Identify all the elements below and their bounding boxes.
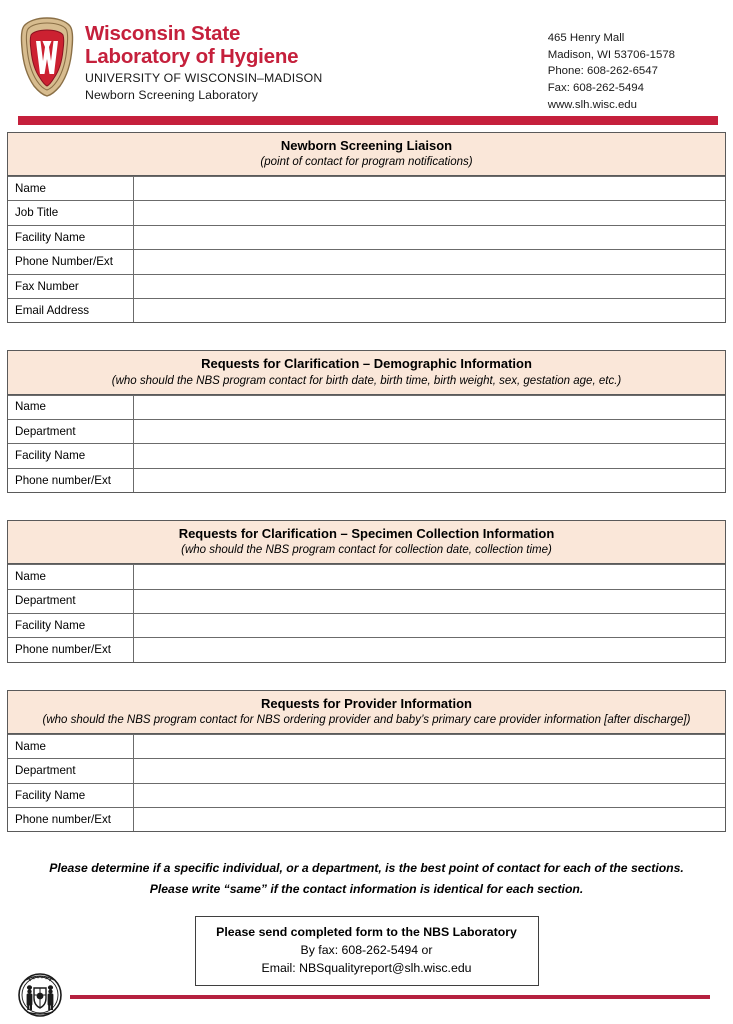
submission-email-line: Email: NBSqualityreport@slh.wisc.edu bbox=[261, 960, 472, 975]
address-phone: Phone: 608-262-6547 bbox=[547, 65, 658, 78]
page-header bbox=[0, 0, 733, 132]
contact-address-block bbox=[548, 14, 723, 113]
brand-block bbox=[10, 14, 322, 104]
address-website: www.slh.wisc.edu bbox=[547, 98, 637, 111]
submission-fax-line: By fax: 608-262-5494 or bbox=[300, 942, 433, 957]
table-row bbox=[8, 443, 725, 467]
row-input-facility-name[interactable] bbox=[134, 614, 725, 637]
row-input-department[interactable] bbox=[134, 759, 725, 782]
page-footer bbox=[0, 962, 733, 1024]
table-row bbox=[8, 225, 725, 249]
row-label: Department bbox=[8, 759, 134, 782]
row-input-facility-name[interactable] bbox=[134, 784, 725, 807]
uw-crest-icon bbox=[18, 16, 76, 98]
table-row bbox=[8, 468, 725, 492]
row-label: Name bbox=[8, 177, 134, 200]
row-label: Department bbox=[8, 590, 134, 613]
university-line: UNIVERSITY OF WISCONSIN–MADISON bbox=[85, 71, 323, 86]
section-title: Requests for Provider Information bbox=[261, 695, 472, 711]
row-label: Email Address bbox=[8, 299, 134, 322]
table-row bbox=[8, 419, 725, 443]
note-line-1: Please determine if a specific individual, or a department, is the best point of contact for each of the sections. bbox=[49, 861, 684, 876]
table-row bbox=[8, 274, 725, 298]
section-subtitle: (who should the NBS program contact for birth date, birth time, birth weight, sex, gestation age, etc.) bbox=[111, 374, 622, 387]
row-input-name[interactable] bbox=[134, 735, 725, 758]
row-input-name[interactable] bbox=[134, 396, 725, 419]
section-subtitle: (who should the NBS program contact for collection date, collection time) bbox=[181, 544, 552, 557]
section-header bbox=[8, 691, 725, 734]
table-row bbox=[8, 758, 725, 782]
row-input-phone[interactable] bbox=[134, 638, 725, 661]
row-label: Phone Number/Ext bbox=[8, 250, 134, 273]
section-subtitle: (point of contact for program notifications) bbox=[260, 156, 473, 169]
row-label: Job Title bbox=[8, 201, 134, 224]
row-input-phone[interactable] bbox=[134, 250, 725, 273]
table-row bbox=[8, 734, 725, 758]
row-input-phone[interactable] bbox=[134, 469, 725, 492]
row-label: Name bbox=[8, 565, 134, 588]
org-name-line2: Laboratory of Hygiene bbox=[85, 45, 299, 69]
row-label: Department bbox=[8, 420, 134, 443]
row-input-job-title[interactable] bbox=[134, 201, 725, 224]
table-row bbox=[8, 589, 725, 613]
section-clarification-demographic bbox=[7, 350, 726, 493]
table-row bbox=[8, 564, 725, 588]
address-city-state-zip: Madison, WI 53706-1578 bbox=[547, 48, 675, 61]
table-row bbox=[8, 298, 725, 322]
section-title: Requests for Clarification – Demographic Information bbox=[201, 356, 532, 372]
table-row bbox=[8, 200, 725, 224]
note-line-2: Please write “same” if the contact information is identical for each section. bbox=[149, 882, 584, 897]
row-input-department[interactable] bbox=[134, 420, 725, 443]
address-fax: Fax: 608-262-5494 bbox=[547, 81, 644, 94]
section-header bbox=[8, 521, 725, 564]
table-row bbox=[8, 783, 725, 807]
address-street: 465 Henry Mall bbox=[547, 32, 625, 44]
row-label: Name bbox=[8, 735, 134, 758]
form-body bbox=[0, 132, 733, 986]
table-row bbox=[8, 176, 725, 200]
row-label: Name bbox=[8, 396, 134, 419]
row-input-facility-name[interactable] bbox=[134, 444, 725, 467]
instruction-notes bbox=[7, 852, 726, 900]
table-row bbox=[8, 807, 725, 831]
table-row bbox=[8, 637, 725, 661]
footer-divider-rule bbox=[70, 995, 710, 999]
row-label: Fax Number bbox=[8, 275, 134, 298]
submission-title: Please send completed form to the NBS Laboratory bbox=[216, 925, 517, 940]
section-provider-information bbox=[7, 690, 726, 833]
row-input-email[interactable] bbox=[134, 299, 725, 322]
row-label: Facility Name bbox=[8, 614, 134, 637]
wisconsin-state-seal-icon bbox=[14, 968, 66, 1020]
section-subtitle: (who should the NBS program contact for NBS ordering provider and baby’s primary care provider information [after discharge]) bbox=[42, 713, 691, 726]
section-header bbox=[8, 351, 725, 394]
row-label: Facility Name bbox=[8, 784, 134, 807]
table-row bbox=[8, 249, 725, 273]
table-row bbox=[8, 395, 725, 419]
section-clarification-specimen-collection bbox=[7, 520, 726, 663]
row-input-department[interactable] bbox=[134, 590, 725, 613]
row-input-facility-name[interactable] bbox=[134, 226, 725, 249]
row-label: Facility Name bbox=[8, 444, 134, 467]
section-title: Newborn Screening Liaison bbox=[280, 138, 453, 153]
row-label: Facility Name bbox=[8, 226, 134, 249]
table-row bbox=[8, 613, 725, 637]
row-input-name[interactable] bbox=[134, 565, 725, 588]
row-label: Phone number/Ext bbox=[8, 638, 134, 661]
row-label: Phone number/Ext bbox=[8, 808, 134, 831]
org-name-line1: Wisconsin State bbox=[85, 22, 241, 45]
row-input-phone[interactable] bbox=[134, 808, 725, 831]
lab-name-line: Newborn Screening Laboratory bbox=[85, 87, 259, 102]
row-input-name[interactable] bbox=[134, 177, 725, 200]
row-input-fax[interactable] bbox=[134, 275, 725, 298]
section-newborn-screening-liaison bbox=[7, 132, 726, 323]
section-header bbox=[8, 133, 725, 176]
header-divider-rule bbox=[18, 116, 718, 125]
row-label: Phone number/Ext bbox=[8, 469, 134, 492]
section-title: Requests for Clarification – Specimen Collection Information bbox=[178, 526, 555, 542]
